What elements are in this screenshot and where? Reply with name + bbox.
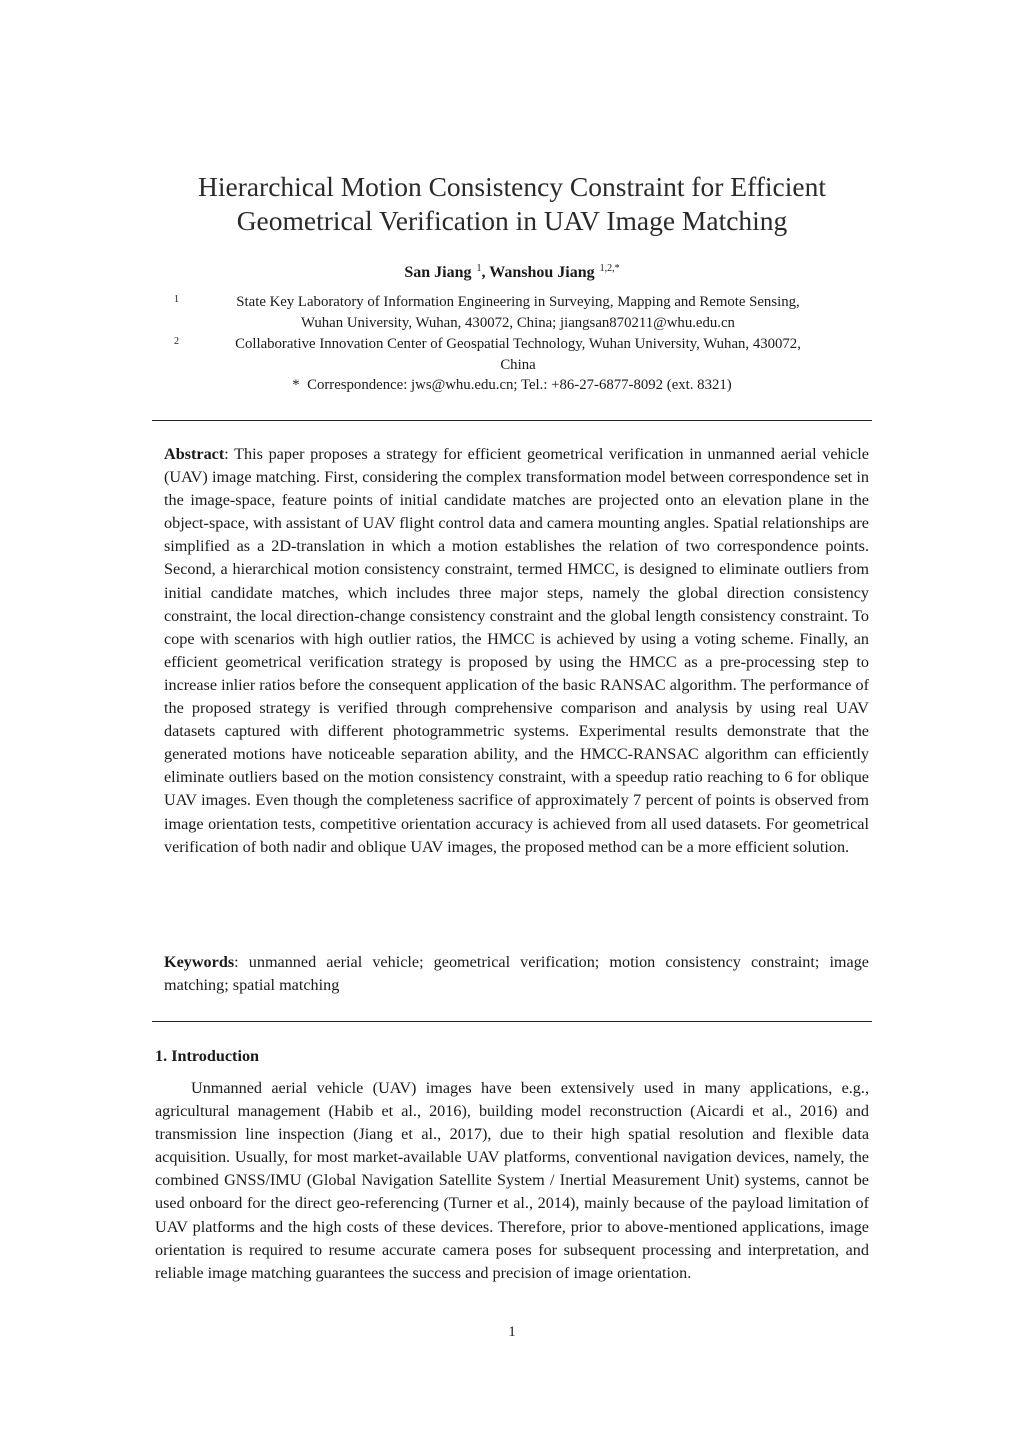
abstract-block (164, 443, 869, 859)
abstract-divider (152, 1021, 872, 1022)
affiliation-line: China (500, 357, 536, 373)
affiliation-1 (174, 292, 858, 334)
author-list (120, 258, 904, 284)
affiliation-mark: 1 (174, 294, 179, 305)
affiliation-mark: 2 (174, 336, 179, 347)
affiliation-line: State Key Laboratory of Information Engineering in Surveying, Mapping and Remote Sensing, (236, 294, 800, 310)
keywords-text: unmanned aerial vehicle; geometrical verification; motion consistency constraint; image matching; spatial matching (164, 953, 869, 995)
paper-title (120, 170, 904, 238)
affiliation-2 (174, 334, 858, 376)
author-affiliation-mark: 1 (476, 263, 482, 274)
correspondence-line: * Correspondence: jws@whu.edu.cn; Tel.: +86-27-6877-8092 (ext. 8321) (292, 377, 732, 393)
affiliation-line: Collaborative Innovation Center of Geospatial Technology, Wuhan University, Wuhan, 430072, (235, 336, 801, 352)
author-name: San Jiang (404, 264, 472, 281)
affiliation-line: Wuhan University, Wuhan, 430072, China; jiangsan870211@whu.edu.cn (301, 315, 735, 331)
title-line-2: Geometrical Verification in UAV Image Matching (236, 205, 788, 236)
abstract-text: This paper proposes a strategy for efficient geometrical verification in unmanned aerial vehicle (UAV) image matching. First, considering the complex transformation model between correspondence set in the image-space, feature points of initial candidate matches are projected onto an elevation plane in the object-space, with assistant of UAV flight control data and camera mounting angles. Spatial relationships are simplified as a 2D-translation in which a motion establishes the relation of two correspondence points. Second, a hierarchical motion consistency constraint, termed HMCC, is designed to eliminate outliers from initial candidate matches, which includes three major steps, namely the global direction consistency constraint, the local direction-change consistency constraint and the global length consistency constraint. To cope with scenarios with high outlier ratios, the HMCC is achieved by using a voting scheme. Finally, an efficient geometrical verification strategy is proposed by using the HMCC as a pre-processing step to increase inlier ratios before the consequent application of the basic RANSAC algorithm. The performance of the proposed strategy is verified through comprehensive comparison and analysis by using real UAV datasets captured with different photogrammetric systems. Experimental results demonstrate that the generated motions have noticeable separation ability, and the HMCC-RANSAC algorithm can efficiently eliminate outliers based on the motion consistency constraint, with a speedup ratio reaching to 6 for oblique UAV images. Even though the completeness sacrifice of approximately 7 percent of points is observed from image orientation tests, competitive orientation accuracy is achieved from all used datasets. For geometrical verification of both nadir and oblique UAV images, the proposed method can be a more efficient solution. (164, 445, 869, 856)
author-name: Wanshou Jiang (489, 264, 595, 281)
author-affiliation-mark: 1,2,* (599, 263, 620, 274)
section-heading: 1. Introduction (155, 1047, 260, 1065)
author-separator: , (481, 264, 486, 281)
keywords-separator: : (234, 953, 239, 971)
title-line-1: Hierarchical Motion Consistency Constraint for Efficient (197, 171, 826, 202)
abstract-separator: : (224, 445, 229, 463)
abstract-label: Abstract (164, 445, 225, 463)
page-number: 1 (508, 1324, 516, 1340)
keywords-label: Keywords (164, 953, 235, 971)
intro-paragraph: Unmanned aerial vehicle (UAV) images have been extensively used in many applications, e.g., agricultural management (Habib et al., 2016), building model reconstruction (Aicardi et al., 2016) and transmission line inspection (Jiang et al., 2017), due to their high spatial resolution and flexible data acquisition. Usually, for most market-available UAV platforms, conventional navigation devices, namely, the combined GNSS/IMU (Global Navigation Satellite System / Inertial Measurement Unit) systems, cannot be used onboard for the direct geo-referencing (Turner et al., 2014), mainly because of the payload limitation of UAV platforms and the high costs of these devices. Therefore, prior to above-mentioned applications, image orientation is required to resume accurate camera poses for subsequent processing and interpretation, and reliable image matching guarantees the success and precision of image orientation. (155, 1079, 869, 1282)
keywords-block (164, 951, 869, 997)
header-divider (152, 420, 872, 421)
